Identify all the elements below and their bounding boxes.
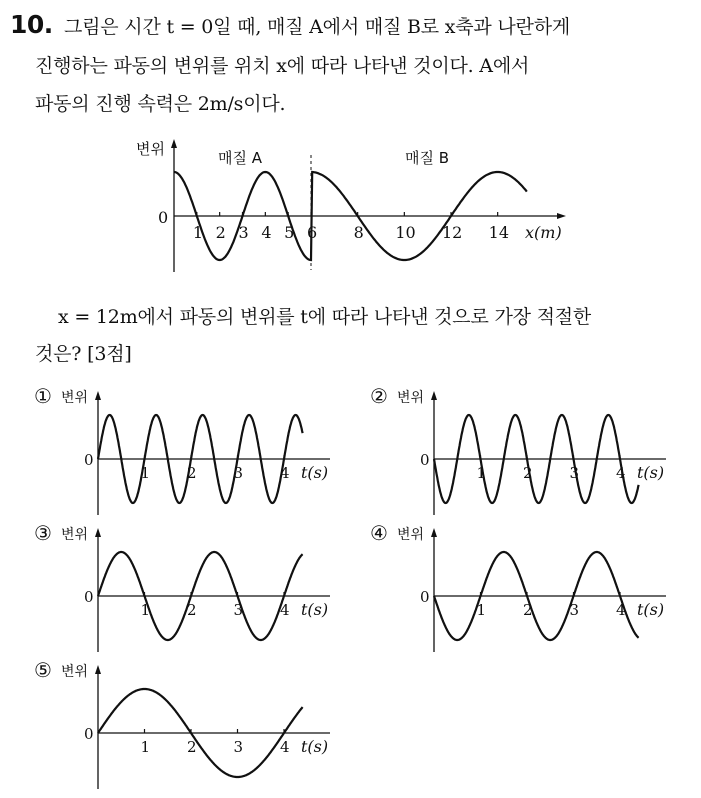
choice-x-tick-label: 3 <box>233 464 244 482</box>
question-prompt-line-2: 것은? [3점] <box>35 343 132 365</box>
choice-x-tick-label: 1 <box>140 601 151 619</box>
main-x-tick-label: 14 <box>488 223 510 242</box>
choice-y-label: 변위 <box>61 664 89 680</box>
choice-x-tick-label: 4 <box>280 601 290 619</box>
choice-x-tick-label: 4 <box>616 464 626 482</box>
main-y-label: 변위 <box>136 140 165 158</box>
main-x-label: x(m) <box>525 223 562 242</box>
question-number: 10. <box>10 10 53 39</box>
choice-origin-label: 0 <box>84 451 94 469</box>
choice-origin-label: 0 <box>420 588 430 606</box>
main-x-tick-label: 4 <box>261 223 272 242</box>
choice-y-label: 변위 <box>397 527 425 543</box>
choice-y-arrow <box>95 665 101 674</box>
choice-x-tick-label: 3 <box>569 464 580 482</box>
main-x-tick-label: 6 <box>307 223 318 242</box>
choice-x-label: t(s) <box>301 600 329 619</box>
choice-x-tick-label: 3 <box>569 601 580 619</box>
choice-y-label: 변위 <box>61 527 89 543</box>
choice-y-arrow <box>95 391 101 400</box>
choice-origin-label: 0 <box>420 451 430 469</box>
choice-x-tick-label: 1 <box>140 738 151 756</box>
main-x-tick-label: 2 <box>215 223 226 242</box>
choice-3[interactable] <box>34 521 330 652</box>
choice-x-tick-label: 3 <box>233 738 244 756</box>
question-stem-line-2: 진행하는 파동의 변위를 위치 x에 따라 나타낸 것이다. A에서 <box>35 55 530 77</box>
main-origin-label: 0 <box>158 208 169 227</box>
choice-x-tick-label: 1 <box>140 464 151 482</box>
question-stem-line-3: 파동의 진행 속력은 2m/s이다. <box>35 93 286 115</box>
main-x-tick-label: 3 <box>238 223 249 242</box>
medium-b-label: 매질 B <box>405 149 450 167</box>
choice-x-label: t(s) <box>637 600 665 619</box>
choice-x-tick-label: 2 <box>187 738 197 756</box>
choice-x-tick-label: 4 <box>280 738 290 756</box>
choice-x-tick-label: 1 <box>476 464 487 482</box>
choice-symbol: ① <box>34 384 52 408</box>
question-stem-line-1: 그림은 시간 t = 0일 때, 매질 A에서 매질 B로 x축과 나란하게 <box>64 16 570 38</box>
choice-4[interactable] <box>370 521 666 652</box>
choice-x-tick-label: 4 <box>616 601 626 619</box>
choice-x-tick-label: 1 <box>476 601 487 619</box>
choice-x-label: t(s) <box>637 463 665 482</box>
main-x-tick-label: 5 <box>284 223 295 242</box>
choice-x-tick-label: 3 <box>233 601 244 619</box>
choice-2[interactable] <box>370 384 666 515</box>
choice-y-label: 변위 <box>397 390 425 406</box>
choice-y-label: 변위 <box>61 390 89 406</box>
choice-x-tick-label: 2 <box>523 464 533 482</box>
choice-x-tick-label: 2 <box>523 601 533 619</box>
choice-y-arrow <box>431 528 437 537</box>
choice-origin-label: 0 <box>84 588 94 606</box>
choice-x-tick-label: 2 <box>187 601 197 619</box>
medium-a-label: 매질 A <box>218 149 263 167</box>
question-prompt-line-1: x = 12m에서 파동의 변위를 t에 따라 나타낸 것으로 가장 적절한 <box>58 306 592 328</box>
choice-5[interactable] <box>34 658 330 789</box>
choice-x-label: t(s) <box>301 463 329 482</box>
choice-symbol: ③ <box>34 521 52 545</box>
main-x-tick-label: 1 <box>192 223 204 242</box>
choice-x-tick-label: 2 <box>187 464 197 482</box>
choice-y-arrow <box>431 391 437 400</box>
choice-symbol: ⑤ <box>34 658 52 682</box>
main-x-tick-label: 10 <box>395 223 416 242</box>
choice-symbol: ② <box>370 384 388 408</box>
choice-1[interactable] <box>34 384 330 515</box>
main-x-tick-label: 8 <box>353 223 364 242</box>
choice-y-arrow <box>95 528 101 537</box>
choice-x-label: t(s) <box>301 737 329 756</box>
choice-x-tick-label: 4 <box>280 464 290 482</box>
main-x-tick-label: 12 <box>442 223 463 242</box>
choice-symbol: ④ <box>370 521 388 545</box>
choice-origin-label: 0 <box>84 725 94 743</box>
